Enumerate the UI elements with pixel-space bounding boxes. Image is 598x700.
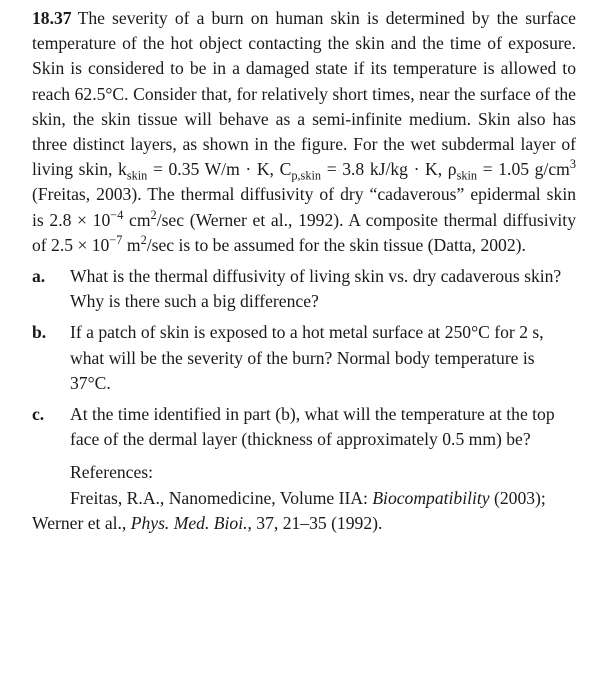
part-c-text: At the time identified in part (b), what will the temperature at the top face of the dermal layer (thickness of approximately 0.5 mm) be? — [70, 404, 555, 450]
problem-text-run: (Freitas, 2003). The thermal diffusivity of dry “cadaverous” epidermal skin is 2.8 × 10 — [32, 184, 576, 230]
problem-paragraph — [32, 8, 576, 255]
references — [32, 460, 576, 536]
problem-text-run: 3 — [569, 157, 576, 172]
problem-text-run: 2 — [140, 232, 147, 247]
part-a-label: a. — [32, 266, 46, 287]
problem-text-run: /sec (Werner et al., 1992). A composite thermal diffusivity of 2.5 × 10 — [32, 209, 576, 255]
problem-text-run: = 3.8 kJ/kg · K, ρ — [321, 159, 457, 180]
references-body — [32, 486, 576, 536]
reference-text-run: , 37, 21–35 (1992). — [247, 512, 383, 533]
problem-text-run: m — [122, 234, 141, 255]
problem-text-run: −7 — [109, 232, 123, 247]
problem-text-run: The severity of a burn on human skin is determined by the surface temperature of the hot object contacting the skin and the time of exposure. Skin is considered to be in a damaged state if its temperature is allowed to reach 62.5°C. Consider that, for relatively short times, near the surface of the skin, the skin tissue will behave as a semi-infinite medium. Skin also has three distinct layers, as shown in the figure. For the wet subdermal layer of living skin, k — [32, 8, 576, 180]
reference-text-run: Freitas, R.A., Nanomedicine, Volume IIA: — [70, 487, 373, 508]
problem-text-run: 2 — [150, 207, 157, 222]
problem-text-run: skin — [456, 168, 478, 183]
part-c — [32, 402, 576, 452]
problem-text-run: p,skin — [291, 168, 322, 183]
part-b — [32, 320, 576, 396]
problem-text-run: /sec is to be assumed for the skin tissue (Datta, 2002). — [146, 234, 526, 255]
part-b-text: If a patch of skin is exposed to a hot metal surface at 250°C for 2 s, what will be the severity of the burn? Normal body temperature is 37°C. — [70, 322, 544, 393]
problem-text-run: = 1.05 g/cm — [477, 159, 570, 180]
reference-text-run: Biocompatibility — [372, 487, 490, 508]
part-a — [32, 264, 576, 314]
problem-text-run: = 0.35 W/m · K, C — [147, 159, 292, 180]
reference-text-run: (2003); Werner et al., — [32, 487, 546, 533]
reference-text-run: Phys. Med. Bioi. — [130, 512, 248, 533]
problem-text-run: skin — [126, 168, 148, 183]
references-heading: References: — [70, 462, 154, 483]
problem-statement — [32, 6, 576, 258]
part-a-text: What is the thermal diffusivity of living skin vs. dry cadaverous skin? Why is there such a big difference? — [70, 266, 562, 312]
problem-parts — [32, 264, 576, 452]
problem-text-run: −4 — [110, 207, 124, 222]
problem-text-run: cm — [123, 209, 151, 230]
problem-number: 18.37 — [32, 8, 72, 28]
part-c-label: c. — [32, 404, 45, 425]
part-b-label: b. — [32, 322, 47, 343]
